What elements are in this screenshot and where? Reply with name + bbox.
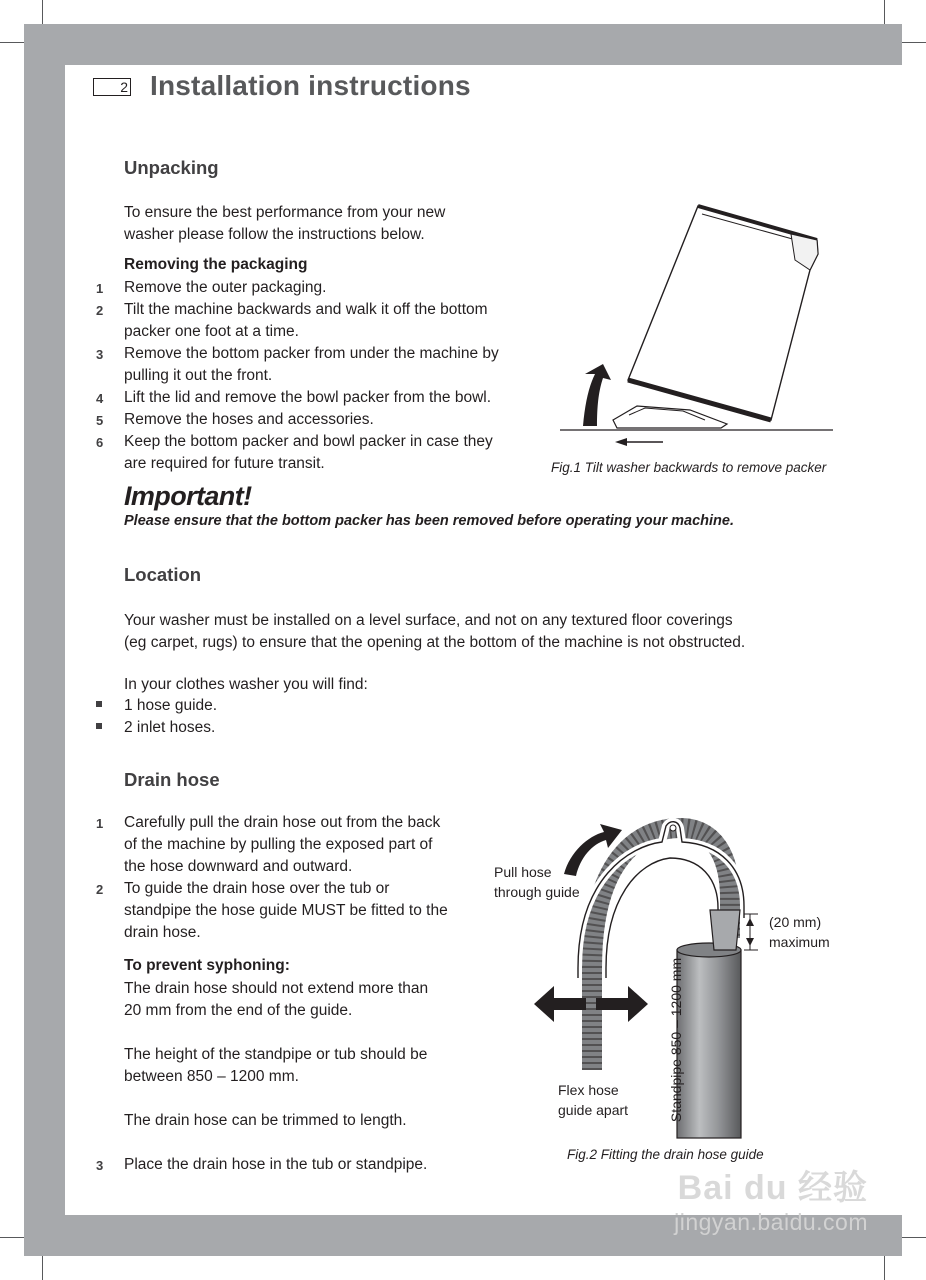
- bullet-marker: [96, 701, 102, 707]
- drain-heading: Drain hose: [124, 769, 220, 790]
- height-text: The height of the standpipe or tub should be: [124, 1046, 428, 1063]
- step-text: the hose downward and outward.: [124, 858, 353, 875]
- syphon-text: 20 mm from the end of the guide.: [124, 1002, 353, 1019]
- page-number: 2: [93, 78, 131, 96]
- step-text: Tilt the machine backwards and walk it off the bottom: [124, 301, 488, 318]
- list-item: 2 inlet hoses.: [124, 719, 216, 736]
- page-title: Installation instructions: [150, 70, 471, 101]
- step-text: Remove the bottom packer from under the machine by: [124, 345, 499, 362]
- crop-mark: [0, 42, 24, 43]
- fig2-pull-label: Pull hose: [494, 864, 552, 880]
- step-number: 2: [96, 303, 104, 318]
- fig2-gap-label: maximum: [769, 934, 830, 950]
- step-number: 3: [96, 1158, 104, 1173]
- step-text: are required for future transit.: [124, 455, 325, 472]
- location-para-line: (eg carpet, rugs) to ensure that the opening at the bottom of the machine is not obstructed.: [124, 634, 746, 651]
- syphon-subheading: To prevent syphoning:: [124, 957, 290, 974]
- unpacking-heading: Unpacking: [124, 157, 219, 178]
- step-number: 3: [96, 347, 104, 362]
- step-text: Remove the hoses and accessories.: [124, 411, 374, 428]
- crop-mark: [902, 1237, 926, 1238]
- crop-mark: [902, 42, 926, 43]
- step-text: standpipe the hose guide MUST be fitted to the: [124, 902, 448, 919]
- crop-mark: [42, 0, 43, 24]
- crop-mark: [884, 1256, 885, 1280]
- step-text: drain hose.: [124, 924, 201, 941]
- tilt-arrow: [583, 364, 611, 426]
- important-text: Please ensure that the bottom packer has been removed before operating your machine.: [124, 513, 734, 529]
- crop-mark: [42, 1256, 43, 1280]
- step-number: 4: [96, 391, 104, 406]
- bullet-marker: [96, 723, 102, 729]
- step-number: 2: [96, 882, 104, 897]
- step-text: pulling it out the front.: [124, 367, 273, 384]
- find-intro: In your clothes washer you will find:: [124, 676, 368, 693]
- step-number: 5: [96, 413, 104, 428]
- crop-mark: [884, 0, 885, 24]
- removing-packaging-subheading: Removing the packaging: [124, 256, 308, 273]
- step-text: packer one foot at a time.: [124, 323, 299, 340]
- list-item: 1 hose guide.: [124, 697, 218, 714]
- location-para-line: Your washer must be installed on a level surface, and not on any textured floor coverings: [124, 612, 733, 629]
- fig2-standpipe-label: Standpipe 850 – 1200 mm: [668, 957, 684, 1123]
- step-text: Place the drain hose in the tub or standpipe.: [124, 1156, 428, 1173]
- flex-arrow-right: [596, 986, 648, 1022]
- fig1-washer-illustration: [555, 198, 840, 450]
- trim-text: The drain hose can be trimmed to length.: [124, 1112, 407, 1129]
- important-heading: Important!: [124, 481, 252, 511]
- fig2-gap-label: (20 mm): [769, 914, 822, 930]
- watermark-url: jingyan.baidu.com: [674, 1209, 868, 1235]
- step-text: of the machine by pulling the exposed part of: [124, 836, 433, 853]
- unpacking-intro-line: To ensure the best performance from your new: [124, 204, 446, 221]
- location-heading: Location: [124, 564, 202, 585]
- fig2-flex-label: Flex hose: [558, 1082, 619, 1098]
- unpacking-intro-line: washer please follow the instructions below.: [124, 226, 425, 243]
- watermark-logo: Bai du 经验: [677, 1169, 868, 1207]
- bottom-packer: [613, 406, 727, 428]
- step-text: Carefully pull the drain hose out from the back: [124, 814, 441, 831]
- crop-mark: [0, 1237, 24, 1238]
- fig2-caption: Fig.2 Fitting the drain hose guide: [567, 1147, 764, 1162]
- fig2-pull-label: through guide: [494, 884, 580, 900]
- fig2-flex-label: guide apart: [558, 1102, 629, 1118]
- step-number: 1: [96, 281, 104, 296]
- step-number: 6: [96, 435, 104, 450]
- watermark: [674, 1160, 868, 1236]
- syphon-text: The drain hose should not extend more than: [124, 980, 429, 997]
- step-text: To guide the drain hose over the tub or: [124, 880, 390, 897]
- fig1-caption: Fig.1 Tilt washer backwards to remove packer: [551, 460, 827, 475]
- step-text: Keep the bottom packer and bowl packer in case they: [124, 433, 493, 450]
- height-text: between 850 – 1200 mm.: [124, 1068, 299, 1085]
- step-text: Lift the lid and remove the bowl packer from the bowl.: [124, 389, 492, 406]
- flex-arrow-left: [534, 986, 586, 1022]
- standpipe: [677, 950, 741, 1138]
- step-number: 1: [96, 816, 104, 831]
- step-text: Remove the outer packaging.: [124, 279, 327, 296]
